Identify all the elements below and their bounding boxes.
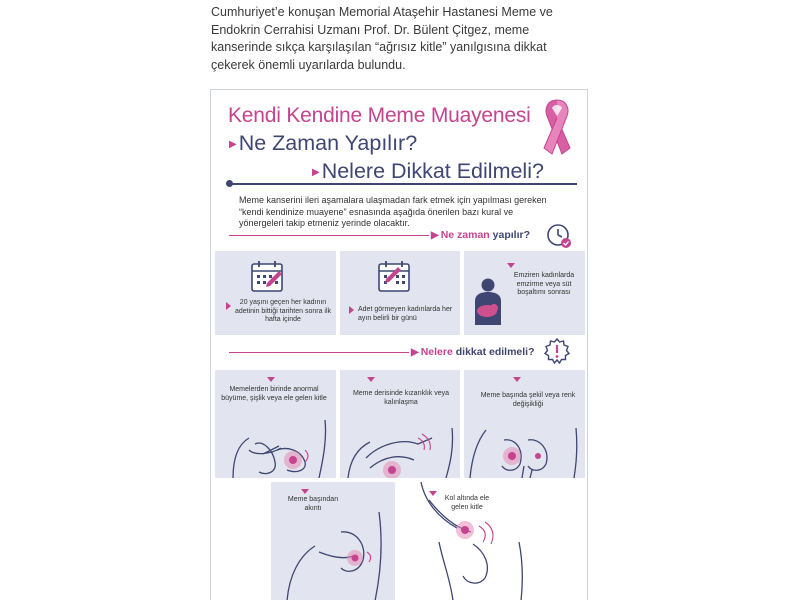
attention-card-5 <box>399 482 529 600</box>
breast-exam-illustration <box>464 410 585 478</box>
attention-card-3 <box>464 370 585 478</box>
question-what-label: Nelere Dikkat Edilmeli? <box>321 159 544 183</box>
breast-exam-illustration <box>340 408 460 478</box>
section-when-prefix: Ne zaman <box>440 229 490 241</box>
question-when-label: Ne Zaman Yapılır? <box>238 131 418 155</box>
attention-card-1 <box>215 370 336 478</box>
warning-badge-icon <box>544 338 570 364</box>
arrow-icon: ▶ <box>229 138 237 150</box>
attention-card-5-text: Kol altında ele gelen kitle <box>444 495 490 511</box>
attention-card-3-text: Meme başında şekil veya renk değişikliği <box>480 392 576 408</box>
attention-card-1-text: Memelerden birinde anormal büyüme, şişlik veya ele gelen kitle <box>221 386 327 402</box>
arrow-icon: ▶ <box>312 166 320 178</box>
when-card-2 <box>340 251 460 335</box>
when-card-1-text: 20 yaşını geçen her kadının adetinin bittiği tarihten sonra ilk hafta içinde <box>234 299 332 323</box>
pointer-icon <box>226 302 231 310</box>
question-what <box>312 159 544 184</box>
attention-card-4 <box>271 482 395 600</box>
pointer-icon <box>513 377 521 382</box>
pointer-icon <box>507 263 515 268</box>
section-attention-prefix: Nelere <box>420 346 453 358</box>
article-paragraph: Cumhuriyet’e konuşan Memorial Ataşehir Hastanesi Meme ve Endokrin Cerrahisi Uzmanı Prof. Dr. Bülent Çitgez, meme kanserinde sıkça karşılaşılan “ağrısız kitle” yanılgısına dikkat çekerek önemli uyarılarda bulundu. <box>211 5 553 72</box>
arrow-icon: ▶ <box>431 229 439 241</box>
calendar-icon <box>249 257 287 295</box>
section-when-suffix: yapılır? <box>492 229 531 241</box>
attention-card-2 <box>340 370 460 478</box>
breast-exam-illustration <box>271 512 395 600</box>
infographic-title: Kendi Kendine Meme Muayenesi <box>228 104 531 127</box>
pointer-icon <box>267 377 275 382</box>
nursing-mother-icon <box>470 277 506 327</box>
when-card-3 <box>464 251 585 335</box>
section-divider <box>229 235 429 236</box>
section-attention-suffix: dikkat edilmeli? <box>455 346 535 358</box>
pointer-icon <box>367 377 375 382</box>
pointer-icon <box>349 306 354 314</box>
infographic <box>210 89 588 600</box>
arrow-icon: ▶ <box>411 346 419 358</box>
question-when <box>229 131 417 156</box>
attention-card-2-text: Meme derisinde kızarıklık veya kalınlaşma <box>352 390 450 406</box>
when-card-2-text: Adet görmeyen kadınlarda her ayın belirli bir günü <box>358 306 453 322</box>
attention-card-4-text: Meme başından akıntı <box>287 496 339 512</box>
calendar-icon <box>376 257 414 295</box>
breast-exam-illustration <box>399 482 529 600</box>
section-divider <box>229 352 409 353</box>
pink-ribbon-icon <box>534 96 580 158</box>
when-card-3-text: Emziren kadınlarda emzirme veya süt boşaltımı sonrası <box>513 272 575 296</box>
header-divider <box>229 183 577 185</box>
section-attention-heading <box>411 346 535 358</box>
pointer-icon <box>301 489 309 494</box>
intro-text: Meme kanserini ileri aşamalara ulaşmadan fark etmek için yapılması gereken “kendi kendinize muayene” esnasında aşağıda önerilen bazı kural ve yönergeleri takip etmeniz yerinde olacaktır. <box>239 195 547 228</box>
breast-exam-illustration <box>215 410 336 478</box>
when-card-1 <box>215 251 336 335</box>
clock-icon <box>546 223 572 249</box>
section-when-heading <box>431 229 530 241</box>
infographic-header <box>211 90 587 186</box>
